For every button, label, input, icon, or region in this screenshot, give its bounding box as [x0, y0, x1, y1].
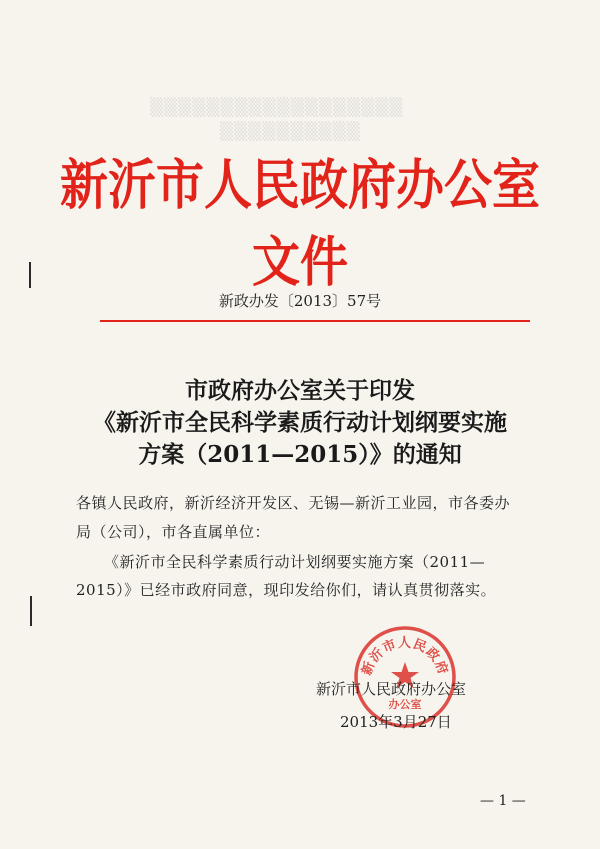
seal-bottom-text: 办公室	[388, 698, 422, 711]
body-text-line-1: 各镇人民政府，新沂经济开发区、无锡—新沂工业园，市各委办	[76, 494, 511, 512]
seal-arc-text: 新沂市人民政府	[359, 636, 451, 678]
document-title-line-1: 市政府办公室关于印发	[185, 377, 415, 404]
issue-date: 2013年3月27日	[340, 713, 452, 731]
red-divider-line	[100, 320, 530, 322]
issuing-office: 新沂市人民政府办公室	[316, 680, 467, 698]
document-title-line-3: 方案（2011—2015）》的通知	[138, 441, 462, 468]
body-text-line-2: 局（公司），市各直属单位：	[76, 523, 271, 541]
document-number: 新政办发〔2013〕57号	[218, 292, 382, 310]
document-title-line-2: 《新沂市全民科学素质行动计划纲要实施	[93, 409, 507, 436]
letterhead-title: 新沂市人民政府办公室文件	[60, 154, 541, 295]
bleed-through-text: ▒▒▒▒▒▒▒▒▒▒▒▒▒▒▒▒▒▒ ▒▒▒▒▒▒▒▒▒▒	[150, 98, 404, 142]
body-text-line-3: 《新沂市全民科学素质行动计划纲要实施方案（2011—	[104, 553, 486, 571]
binding-mark	[29, 262, 31, 288]
body-text-line-4: 2015）》已经市政府同意，现印发给你们，请认真贯彻落实。	[76, 581, 497, 599]
binding-mark	[30, 596, 32, 626]
page-number: — 1 —	[480, 793, 526, 809]
